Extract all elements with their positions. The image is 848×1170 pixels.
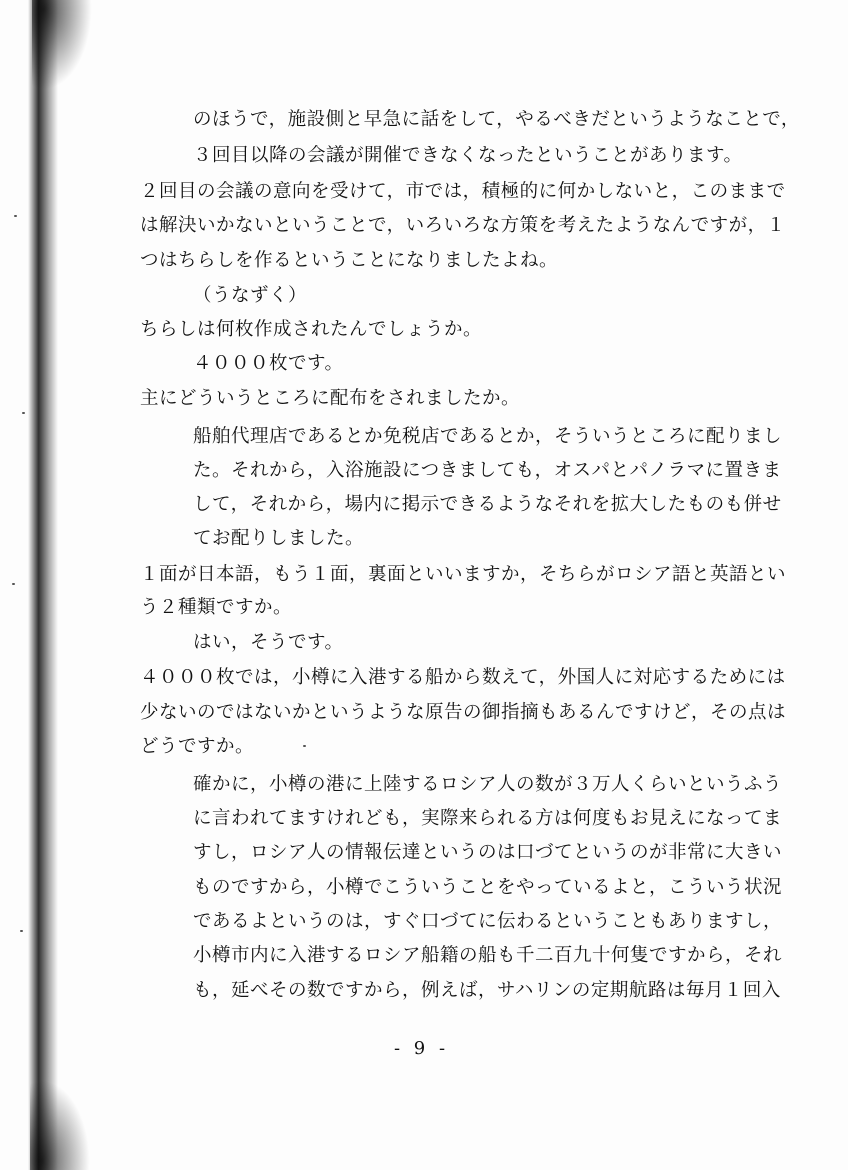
text-line: ちらしは何枚作成されたんでしょうか。 [140,319,483,340]
text-line: ものですから，小樽でこういうことをやっているよと，こういう状況 [193,877,783,898]
text-line: 少ないのではないかというような原告の御指摘もあるんですけど，その点は [140,702,787,723]
text-line: 確かに，小樽の港に上陸するロシア人の数が３万人くらいというふう [193,774,783,795]
scan-speck [14,215,17,217]
scan-speck [20,930,23,932]
text-line: てお配りしました。 [193,528,365,549]
text-line: ２回目の会議の意向を受けて，市では，積極的に何かしないと，このままで [140,181,786,202]
scan-speck [12,583,15,585]
text-line: すし，ロシア人の情報伝達というのは口づてというのが非常に大きい [193,842,783,863]
text-line: （うなずく） [193,285,308,306]
text-line: つはちらしを作るということになりましたよね。 [140,250,559,271]
text-line: は解決いかないということで，いろいろな方策を考えたようなんですが，１ [140,215,786,236]
page-number: - 9 - [394,1038,450,1059]
text-line: 船舶代理店であるとか免税店であるとか，そういうところに配りまし [193,426,783,447]
text-line: ３回目以降の会議が開催できなくなったということがあります。 [193,145,743,166]
text-line: も，延べその数ですから，例えば，サハリンの定期航路は毎月１回入 [193,980,781,1001]
text-line: どうですか。 [140,736,255,757]
scan-speck [22,412,25,414]
text-line: であるよというのは，すぐ口づてに伝わるということもありますし， [193,911,783,932]
text-line: ４０００枚では，小樽に入港する船から数えて，外国人に対応するためには [140,667,786,688]
text-line: た。それから，入浴施設につきましても，オスパとパノラマに置きま [193,460,782,481]
text-line: はい，そうです。 [193,632,344,653]
text-line: 小樽市内に入港するロシア船籍の船も千二百九十何隻ですから，それ [193,945,783,966]
binding-shadow [28,0,58,1170]
text-line: して，それから，場内に掲示できるようなそれを拡大したものも併せ [193,494,782,515]
text-line: う２種類ですか。 [140,597,293,618]
text-line: ４０００枚です。 [193,353,344,374]
binding-shadow-top [32,0,92,90]
text-line: のほうで，施設側と早急に話をして，やるべきだというようなことで， [193,109,800,130]
text-line: に言われてますけれども，実際来られる方は何度もお見えになってま [193,808,783,829]
text-line: 主にどういうところに配布をされましたか。 [140,388,521,409]
text-line: １面が日本語，もう１面，裏面といいますか，そちらがロシア語と英語とい [140,564,787,585]
binding-shadow-bottom [30,1080,90,1170]
scan-speck [303,745,306,747]
